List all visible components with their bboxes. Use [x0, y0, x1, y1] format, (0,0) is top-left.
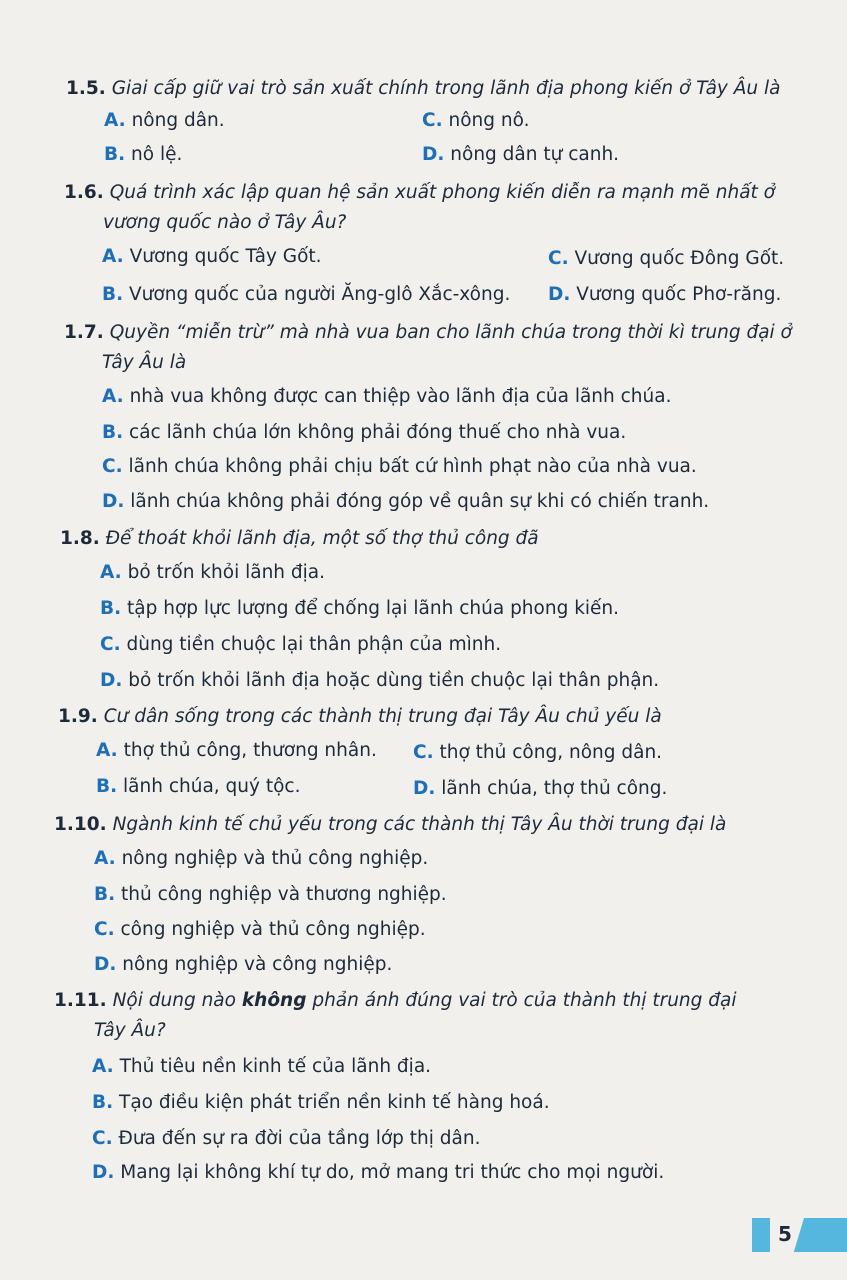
option-1-9-a: A. thợ thủ công, thương nhân.: [96, 740, 377, 761]
page-number: 5: [778, 1222, 792, 1246]
question-text: Cư dân sống trong các thành thị trung đại Tây Âu chủ yếu là: [103, 706, 662, 727]
question-1-11-line2: Tây Âu?: [94, 1020, 166, 1041]
option-1-5-a: A. nông dân.: [104, 110, 225, 131]
option-1-11-b: B. Tạo điều kiện phát triển nền kinh tế hàng hoá.: [92, 1092, 550, 1113]
question-text: Quyền “miễn trừ” mà nhà vua ban cho lãnh chúa trong thời kì trung đại ở: [109, 322, 792, 343]
question-text: Nội dung nào không phản ánh đúng vai trò của thành thị trung đại: [112, 990, 737, 1011]
question-1-7-line2: Tây Âu là: [102, 352, 187, 373]
question-1-10: [54, 810, 726, 840]
question-1-6-line2: vương quốc nào ở Tây Âu?: [103, 212, 347, 233]
question-1-11: [54, 986, 737, 1016]
option-1-11-d: D. Mang lại không khí tự do, mở mang tri thức cho mọi người.: [92, 1162, 665, 1183]
option-1-5-d: D. nông dân tự canh.: [422, 144, 620, 165]
question-1-5: [66, 74, 781, 104]
option-1-7-b: B. các lãnh chúa lớn không phải đóng thuế cho nhà vua.: [102, 422, 627, 443]
option-1-7-a: A. nhà vua không được can thiệp vào lãnh địa của lãnh chúa.: [102, 386, 672, 407]
option-1-7-c: C. lãnh chúa không phải chịu bất cứ hình phạt nào của nhà vua.: [102, 456, 697, 477]
option-1-10-a: A. nông nghiệp và thủ công nghiệp.: [94, 848, 429, 869]
question-text: Giai cấp giữ vai trò sản xuất chính trong lãnh địa phong kiến ở Tây Âu là: [111, 78, 781, 99]
question-number: 1.7.: [64, 322, 104, 343]
question-text: Quá trình xác lập quan hệ sản xuất phong kiến diễn ra mạnh mẽ nhất ở: [109, 182, 775, 203]
option-1-10-b: B. thủ công nghiệp và thương nghiệp.: [94, 884, 447, 905]
option-1-8-b: B. tập hợp lực lượng để chống lại lãnh chúa phong kiến.: [100, 598, 620, 619]
option-1-9-b: B. lãnh chúa, quý tộc.: [96, 776, 301, 797]
question-text: Để thoát khỏi lãnh địa, một số thợ thủ công đã: [105, 528, 539, 549]
option-1-11-a: A. Thủ tiêu nền kinh tế của lãnh địa.: [92, 1056, 432, 1077]
option-1-8-c: C. dùng tiền chuộc lại thân phận của mình.: [100, 634, 502, 655]
option-1-6-a: A. Vương quốc Tây Gốt.: [102, 246, 322, 267]
question-number: 1.10.: [54, 814, 107, 835]
option-1-6-d: D. Vương quốc Phơ-răng.: [548, 284, 782, 305]
question-1-9: [58, 702, 662, 732]
question-number: 1.6.: [64, 182, 104, 203]
option-1-9-c: C. thợ thủ công, nông dân.: [413, 742, 663, 763]
question-number: 1.9.: [58, 706, 98, 727]
option-1-11-c: C. Đưa đến sự ra đời của tầng lớp thị dân.: [92, 1128, 481, 1149]
option-1-5-c: C. nông nô.: [422, 110, 530, 131]
question-text: Ngành kinh tế chủ yếu trong các thành thị Tây Âu thời trung đại là: [112, 814, 727, 835]
question-1-6: [64, 178, 775, 208]
option-1-9-d: D. lãnh chúa, thợ thủ công.: [413, 778, 668, 799]
option-1-8-d: D. bỏ trốn khỏi lãnh địa hoặc dùng tiền chuộc lại thân phận.: [100, 670, 660, 691]
question-number: 1.11.: [54, 990, 107, 1011]
option-1-10-c: C. công nghiệp và thủ công nghiệp.: [94, 919, 426, 940]
question-1-7: [64, 318, 792, 348]
option-1-6-c: C. Vương quốc Đông Gốt.: [548, 248, 785, 269]
option-1-7-d: D. lãnh chúa không phải đóng góp về quân sự khi có chiến tranh.: [102, 491, 710, 512]
question-number: 1.8.: [60, 528, 100, 549]
option-1-6-b: B. Vương quốc của người Ăng-glô Xắc-xông.: [102, 284, 511, 305]
option-1-10-d: D. nông nghiệp và công nghiệp.: [94, 954, 393, 975]
option-1-8-a: A. bỏ trốn khỏi lãnh địa.: [100, 562, 325, 583]
option-1-5-b: B. nô lệ.: [104, 144, 183, 165]
question-number: 1.5.: [66, 78, 106, 99]
question-1-8: [60, 524, 539, 554]
emphasis-khong: không: [241, 990, 307, 1011]
